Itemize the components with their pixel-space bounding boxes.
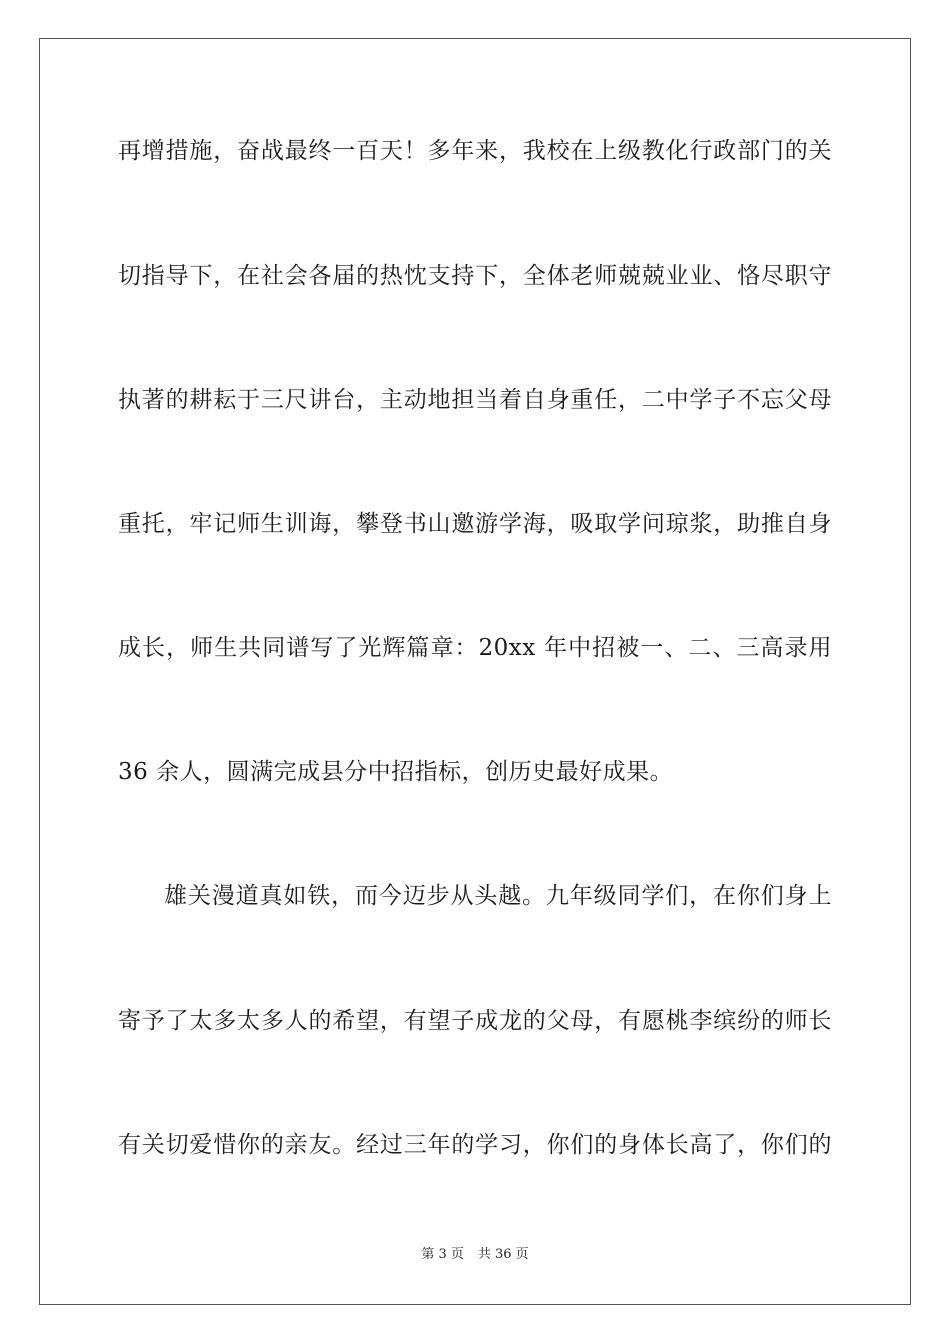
text-line: 成长，师生共同谱写了光辉篇章：20xx 年中招被一、二、三高录用 <box>118 635 832 661</box>
page-frame <box>39 38 911 1305</box>
paragraph-first-line: 雄关漫道真如铁，而今迈步从头越。九年级同学们，在你们身上 <box>164 883 832 909</box>
page-number: 第 3 页 <box>421 1247 464 1262</box>
text-line: 再增措施，奋战最终一百天！多年来，我校在上级教化行政部门的关 <box>118 138 832 164</box>
text-line: 有关切爱惜你的亲友。经过三年的学习，你们的身体长高了，你们的 <box>118 1132 832 1158</box>
page-footer <box>0 1246 950 1264</box>
text-line: 重托，牢记师生训诲，攀登书山邀游学海，吸取学问琼浆，助推自身 <box>118 511 832 537</box>
text-line: 寄予了太多太多人的希望，有望子成龙的父母，有愿桃李缤纷的师长 <box>118 1008 832 1034</box>
text-line: 执著的耕耘于三尺讲台，主动地担当着自身重任，二中学子不忘父母 <box>118 387 832 413</box>
text-line: 切指导下，在社会各届的热忱支持下，全体老师兢兢业业、恪尽职守 <box>118 263 832 289</box>
page-total: 共 36 页 <box>477 1247 529 1262</box>
text-line: 36 余人，圆满完成县分中招指标，创历史最好成果。 <box>118 759 674 785</box>
